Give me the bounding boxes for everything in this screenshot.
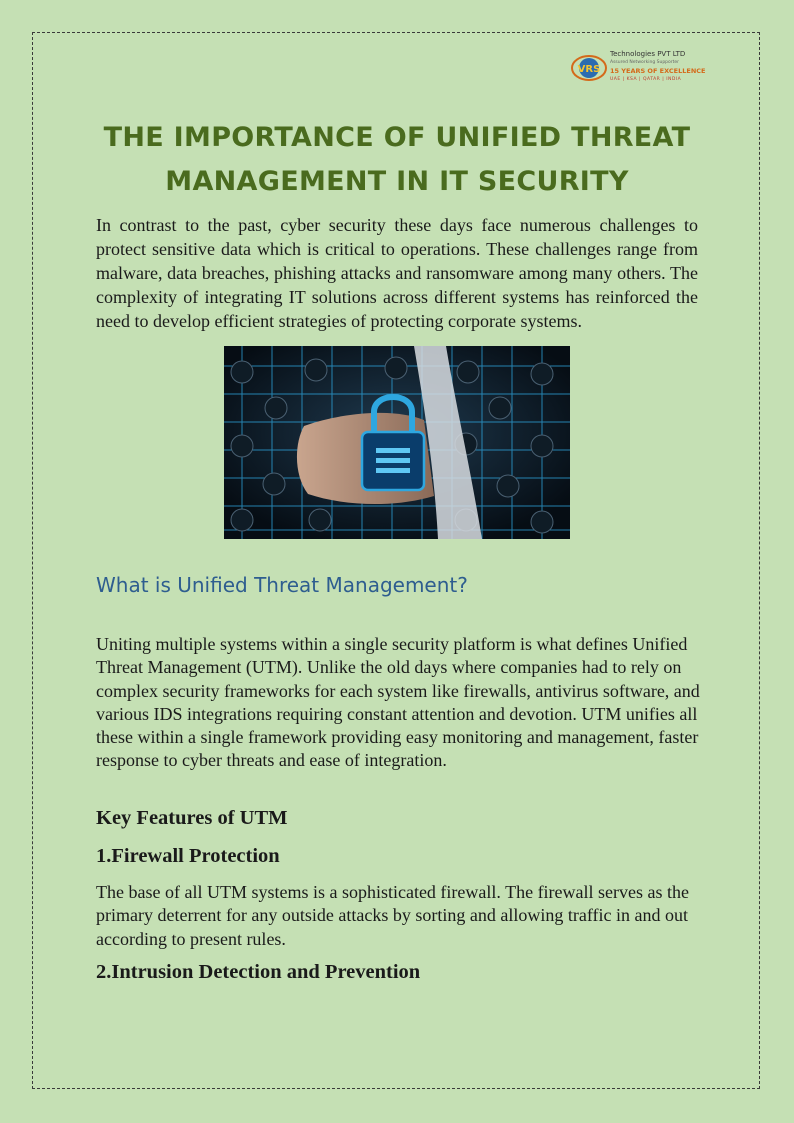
logo-tagline: Assured Networking Supporter [610,59,680,65]
feature-firewall-heading: 1.Firewall Protection [96,845,280,867]
company-logo [570,50,710,90]
page-title: THE IMPORTANCE OF UNIFIED THREAT MANAGEMENT IN IT SECURITY [103,122,691,197]
feature-firewall-paragraph: The base of all UTM systems is a sophisticated firewall. The firewall serves as the primary deterrent for any outside attacks by sorting and allowing traffic in and out according to present rules. [96,882,689,949]
section-heading: What is Unified Threat Management? [96,573,468,597]
feature-ids-heading: 2.Intrusion Detection and Prevention [96,961,421,983]
logo-years: 15 YEARS OF EXCELLENCE [610,67,706,75]
section-paragraph: Uniting multiple systems within a single security platform is what defines Unified Threat Management (UTM). Unlike the old days where companies had to rely on complex security frameworks for each system like firewalls, antivirus software, and various IDS integrations requiring constant attention and devotion. UTM unifies all these within a single framework providing easy monitoring and management, faster response to cyber threats and ease of integration. [96,634,700,771]
intro-paragraph: In contrast to the past, cyber security these days face numerous challenges to protect sensitive data which is critical to operations. These challenges range from malware, data breaches, phishing attacks and ransomware among many others. The complexity of integrating IT solutions across different systems has reinforced the need to develop efficient strategies of protecting corporate systems. [96,215,698,331]
vrs-logo-icon [570,54,608,82]
key-features-heading: Key Features of UTM [96,807,288,829]
cyber-lock-illustration [224,346,570,539]
svg-text:VRS: VRS [577,64,601,75]
logo-locations: UAE | KSA | QATAR | INDIA [610,76,682,82]
logo-company-name: Technologies PVT LTD [610,50,686,58]
hero-image [224,346,570,539]
